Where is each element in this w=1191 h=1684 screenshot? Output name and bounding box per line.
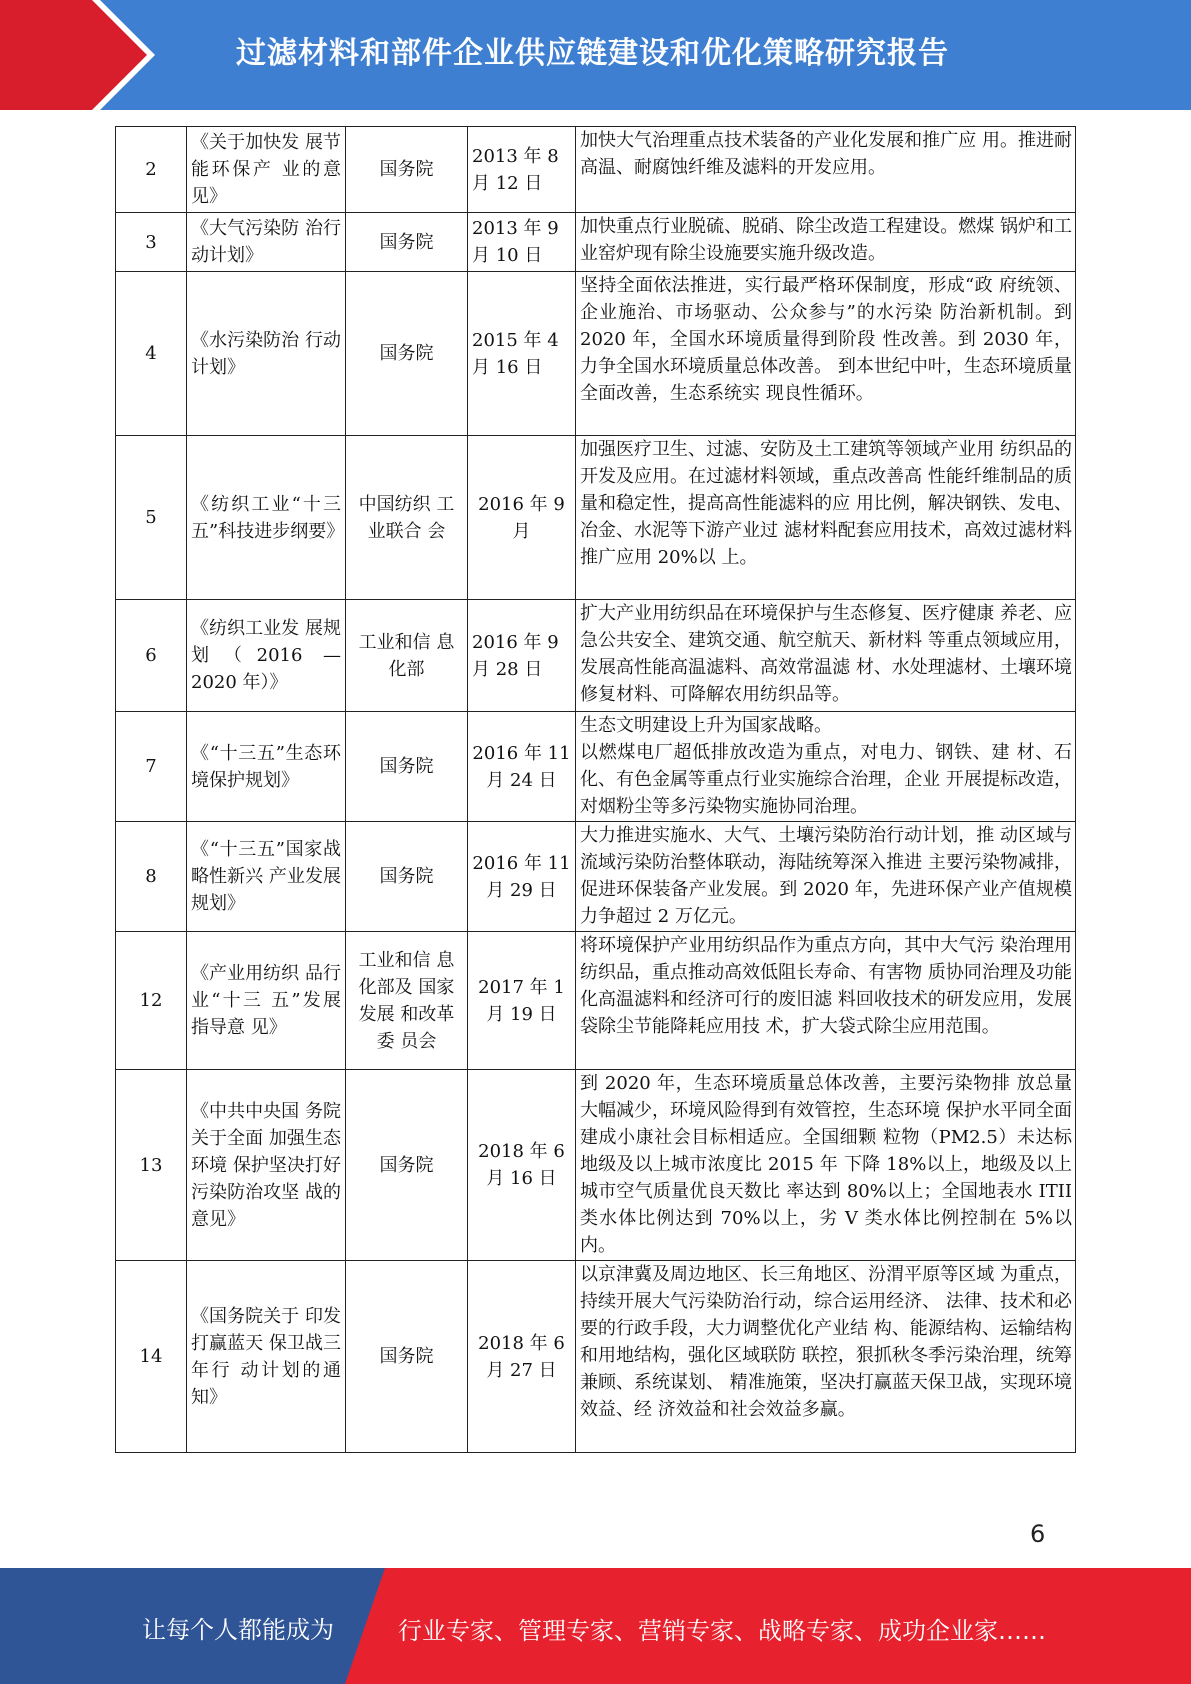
policy-name: 《“十三五”国家战略性新兴 产业发展规划》 [187,822,346,932]
issue-date: 2013 年 8 月 12 日 [468,127,576,213]
issuing-body: 国务院 [346,712,468,822]
policy-content: 加快重点行业脱硫、脱硝、除尘改造工程建设。燃煤 锅炉和工业窑炉现有除尘设施要实施升级改造。 [576,213,1076,272]
issuing-body: 国务院 [346,127,468,213]
row-number: 6 [116,600,187,712]
policy-content: 大力推进实施水、大气、土壤污染防治行动计划，推 动区域与流域污染防治整体联动，海陆统筹深入推进 主要污染物减排，促进环保装备产业发展。到 2020 年，先进环保产业产值规模力争超过 2 万亿元。 [576,822,1076,932]
policy-content: 将环境保护产业用纺织品作为重点方向，其中大气污 染治理用纺织品，重点推动高效低阻长寿命、有害物 质协同治理及功能化高温滤料和经济可行的废旧滤 料回收技术的研发应用，发展袋除尘节能降耗应用技 术，扩大袋式除尘应用范围。 [576,932,1076,1070]
page-footer [0,1568,1191,1684]
issue-date: 2013 年 9 月 10 日 [468,213,576,272]
policy-name: 《大气污染防 治行动计划》 [187,213,346,272]
issue-date: 2017 年 1 月 19 日 [468,932,576,1070]
table-row [116,932,1076,1070]
policy-name: 《关于加快发 展节能环保产 业的意见》 [187,127,346,213]
policy-content: 生态文明建设上升为国家战略。 以燃煤电厂超低排放改造为重点，对电力、钢铁、建 材、石化、有色金属等重点行业实施综合治理，企业 开展提标改造，对烟粉尘等多污染物实施协同治理。 [576,712,1076,822]
issuing-body: 国务院 [346,1070,468,1261]
report-title: 过滤材料和部件企业供应链建设和优化策略研究报告 [236,36,949,71]
issuing-body: 工业和信 息化部及 国家发展 和改革委 员会 [346,932,468,1070]
issue-date: 2016 年 11 月 29 日 [468,822,576,932]
policy-name: 《水污染防治 行动计划》 [187,272,346,436]
policy-content: 加强医疗卫生、过滤、安防及土工建筑等领域产业用 纺织品的开发及应用。在过滤材料领域，重点改善高 性能纤维制品的质量和稳定性，提高高性能滤料的应 用比例，解决钢铁、发电、冶金、水泥等下游产业过 滤材料配套应用技术，高效过滤材料推广应用 20%以 上。 [576,436,1076,600]
footer-slogan-right: 行业专家、管理专家、营销专家、战略专家、成功企业家…… [398,1617,1046,1645]
row-number: 12 [116,932,187,1070]
table-row [116,213,1076,272]
row-number: 7 [116,712,187,822]
table-row [116,436,1076,600]
policy-name: 《“十三五”生态环境保护规划》 [187,712,346,822]
issue-date: 2018 年 6 月 27 日 [468,1261,576,1453]
issue-date: 2018 年 6 月 16 日 [468,1070,576,1261]
issue-date: 2015 年 4 月 16 日 [468,272,576,436]
issuing-body: 国务院 [346,272,468,436]
row-number: 4 [116,272,187,436]
policy-content: 坚持全面依法推进，实行最严格环保制度，形成“政 府统领、企业施治、市场驱动、公众参与”的水污染 防治新机制。到 2020 年，全国水环境质量得到阶段 性改善。到 2030 年，力争全国水环境质量总体改善。 到本世纪中叶，生态环境质量全面改善，生态系统实 现良性循环。 [576,272,1076,436]
policy-content: 以京津冀及周边地区、长三角地区、汾渭平原等区域 为重点，持续开展大气污染防治行动，综合运用经济、 法律、技术和必要的行政手段，大力调整优化产业结 构、能源结构、运输结构和用地结构，强化区域联防 联控，狠抓秋冬季污染治理，统筹兼顾、系统谋划、 精准施策，坚决打赢蓝天保卫战，实现环境效益、经 济效益和社会效益多赢。 [576,1261,1076,1453]
table-row [116,272,1076,436]
issue-date: 2016 年 9 月 28 日 [468,600,576,712]
policy-content: 加快大气治理重点技术装备的产业化发展和推广应 用。推进耐高温、耐腐蚀纤维及滤料的开发应用。 [576,127,1076,213]
table-row [116,127,1076,213]
page-header [0,0,1191,110]
policy-table [115,126,1076,1453]
row-number: 8 [116,822,187,932]
issue-date: 2016 年 9 月 [468,436,576,600]
table-row [116,600,1076,712]
row-number: 5 [116,436,187,600]
issuing-body: 国务院 [346,822,468,932]
issuing-body: 国务院 [346,1261,468,1453]
policy-name: 《纺织工业“十三五”科技进步纲要》 [187,436,346,600]
table-row [116,712,1076,822]
row-number: 3 [116,213,187,272]
policy-name: 《国务院关于 印发打赢蓝天 保卫战三年行 动计划的通知》 [187,1261,346,1453]
table-row [116,822,1076,932]
row-number: 14 [116,1261,187,1453]
policy-content: 扩大产业用纺织品在环境保护与生态修复、医疗健康 养老、应急公共安全、建筑交通、航空航天、新材料 等重点领域应用，发展高性能高温滤料、高效常温滤 材、水处理滤材、土壤环境修复材料、可降解农用纺织品等。 [576,600,1076,712]
issue-date: 2016 年 11 月 24 日 [468,712,576,822]
row-number: 13 [116,1070,187,1261]
issuing-body: 中国纺织 工业联合 会 [346,436,468,600]
policy-name: 《纺织工业发 展规划（2016 —2020 年）》 [187,600,346,712]
issuing-body: 工业和信 息化部 [346,600,468,712]
issuing-body: 国务院 [346,213,468,272]
policy-name: 《产业用纺织 品行业“十三 五”发展指导意 见》 [187,932,346,1070]
footer-slogan-left: 让每个人都能成为 [142,1616,334,1644]
row-number: 2 [116,127,187,213]
policy-name: 《中共中央国 务院关于全面 加强生态环境 保护坚决打好 污染防治攻坚 战的意见》 [187,1070,346,1261]
page-number: 6 [1030,1520,1046,1548]
policy-content: 到 2020 年，生态环境质量总体改善，主要污染物排 放总量大幅减少，环境风险得到有效管控，生态环境 保护水平同全面建成小康社会目标相适应。全国细颗 粒物（PM2.5）未达标地级及以上城市浓度比 2015 年 下降 18%以上，地级及以上城市空气质量优良天数比 率达到 80%以上；全国地表水 ITII 类水体比例达到 70%以上，劣 V 类水体比例控制在 5%以内。 [576,1070,1076,1261]
table-row [116,1070,1076,1261]
table-row [116,1261,1076,1453]
